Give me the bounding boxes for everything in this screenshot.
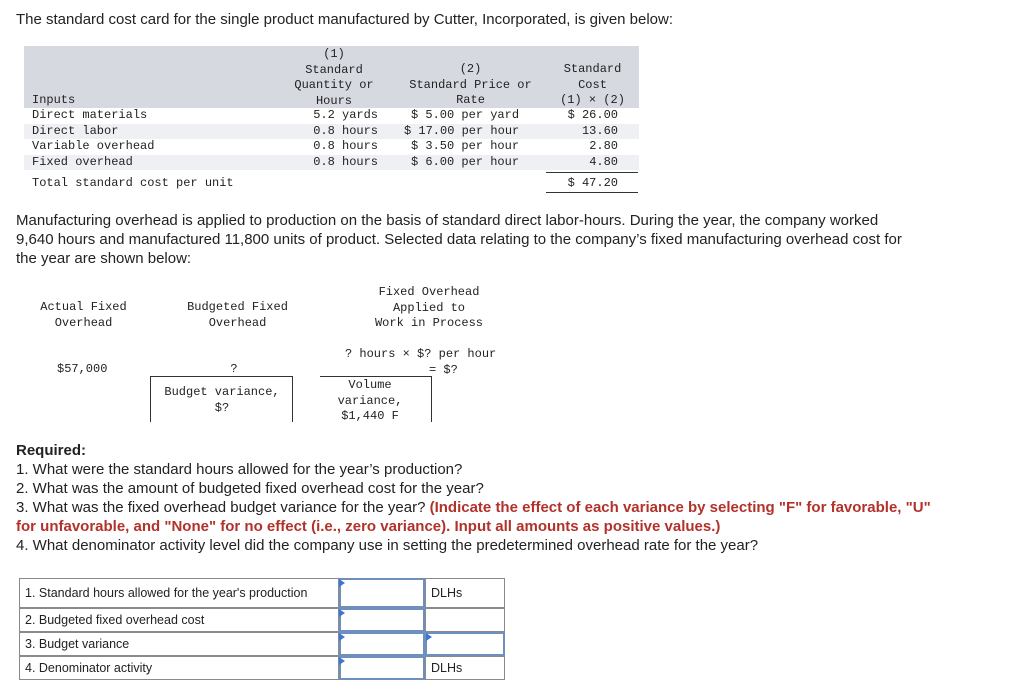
inputs-header: Inputs bbox=[32, 93, 76, 107]
actual-fixed-header: Actual Fixed Overhead bbox=[40, 300, 127, 330]
required-heading: Required: bbox=[16, 442, 87, 459]
input-marker-icon bbox=[339, 609, 345, 617]
total-rule-bottom bbox=[546, 192, 638, 193]
budget-variance-input[interactable] bbox=[339, 632, 425, 656]
answer-row-2-label: 2. Budgeted fixed overhead cost bbox=[19, 608, 339, 632]
input-marker-icon bbox=[339, 657, 345, 665]
select-marker-icon bbox=[426, 633, 432, 641]
budgeted-fixed-overhead-input[interactable] bbox=[339, 608, 425, 632]
budgeted-fixed-header: Budgeted Fixed Overhead bbox=[187, 300, 288, 330]
intro-text: The standard cost card for the single product manufactured by Cutter, Incorporated, is given below: bbox=[16, 11, 674, 28]
total-value: $ 47.20 bbox=[567, 176, 618, 190]
budgeted-fixed-value: ? bbox=[230, 362, 238, 376]
budget-variance-label: Budget variance, $? bbox=[164, 385, 280, 415]
answer-row-2-unit bbox=[425, 608, 505, 632]
total-label: Total standard cost per unit bbox=[32, 176, 234, 190]
answer-row-4-unit: DLHs bbox=[425, 656, 505, 680]
total-rule-top bbox=[546, 172, 638, 173]
cost-card-rate-col: $ 5.00 per yard $ 17.00 per hour $ 3.50 per hour $ 6.00 per hour bbox=[404, 108, 520, 169]
required-section bbox=[16, 441, 1016, 555]
applied-header: Fixed Overhead Applied to Work in Process bbox=[374, 285, 484, 330]
answer-row-3-label: 3. Budget variance bbox=[19, 632, 339, 656]
input-marker-icon bbox=[339, 633, 345, 641]
cost-header: Standard Cost (1) × (2) bbox=[560, 62, 625, 107]
budget-variance-bracket-top bbox=[150, 376, 292, 377]
cost-card-input-col bbox=[32, 108, 154, 170]
price-header: (2) Standard Price or Rate bbox=[409, 62, 532, 107]
budget-variance-effect-select[interactable] bbox=[425, 632, 505, 656]
question-3-instruction: for unfavorable, and "None" for no effect (i.e., zero variance). Input all amounts as positive values.) bbox=[16, 518, 721, 535]
denominator-activity-input[interactable] bbox=[339, 656, 425, 680]
table-row: Fixed overhead bbox=[32, 154, 133, 169]
table-row: Variable overhead bbox=[32, 139, 155, 153]
cost-card-cost-col: $ 26.00 13.60 2.80 4.80 bbox=[567, 108, 618, 169]
overhead-paragraph: Manufacturing overhead is applied to production on the basis of standard direct labor-hours. During the year, the company worked 9,640 hours and manufactured 11,800 units of product. Selected data relating to the company’s fixed manufacturing overhead cost for the year are shown below: bbox=[16, 212, 902, 267]
volume-variance-bracket-top bbox=[320, 376, 432, 377]
actual-fixed-value: $57,000 bbox=[57, 362, 108, 376]
applied-formula: ? hours × $? per hour = $? bbox=[345, 347, 497, 377]
table-row: Direct labor bbox=[32, 123, 119, 138]
volume-variance-bracket-right bbox=[431, 376, 432, 422]
input-marker-icon bbox=[339, 579, 345, 587]
answer-row-1-label: 1. Standard hours allowed for the year's production bbox=[19, 578, 339, 608]
table-row: Direct materials bbox=[32, 108, 148, 122]
answer-table bbox=[19, 578, 505, 680]
quantity-header: (1) Standard Quantity or Hours bbox=[294, 47, 374, 108]
volume-variance-label: Volume variance, $1,440 F bbox=[337, 378, 403, 423]
question-4: 4. What denominator activity level did the company use in setting the predetermined overhead rate for the year? bbox=[16, 537, 759, 554]
cost-card-qty-col: 5.2 yards 0.8 hours 0.8 hours 0.8 hours bbox=[313, 108, 378, 169]
answer-row-4-label: 4. Denominator activity bbox=[19, 656, 339, 680]
question-3: 3. What was the fixed overhead budget variance for the year? (Indicate the effect of each variance by selecting "F" for favorable, "U" bbox=[16, 499, 931, 516]
question-2: 2. What was the amount of budgeted fixed overhead cost for the year? bbox=[16, 480, 484, 497]
standard-hours-input[interactable] bbox=[339, 578, 425, 608]
budget-variance-bracket-right bbox=[292, 376, 293, 422]
question-1: 1. What were the standard hours allowed for the year’s production? bbox=[16, 461, 463, 478]
budget-variance-bracket-left bbox=[150, 376, 151, 422]
answer-row-1-unit: DLHs bbox=[425, 578, 505, 608]
